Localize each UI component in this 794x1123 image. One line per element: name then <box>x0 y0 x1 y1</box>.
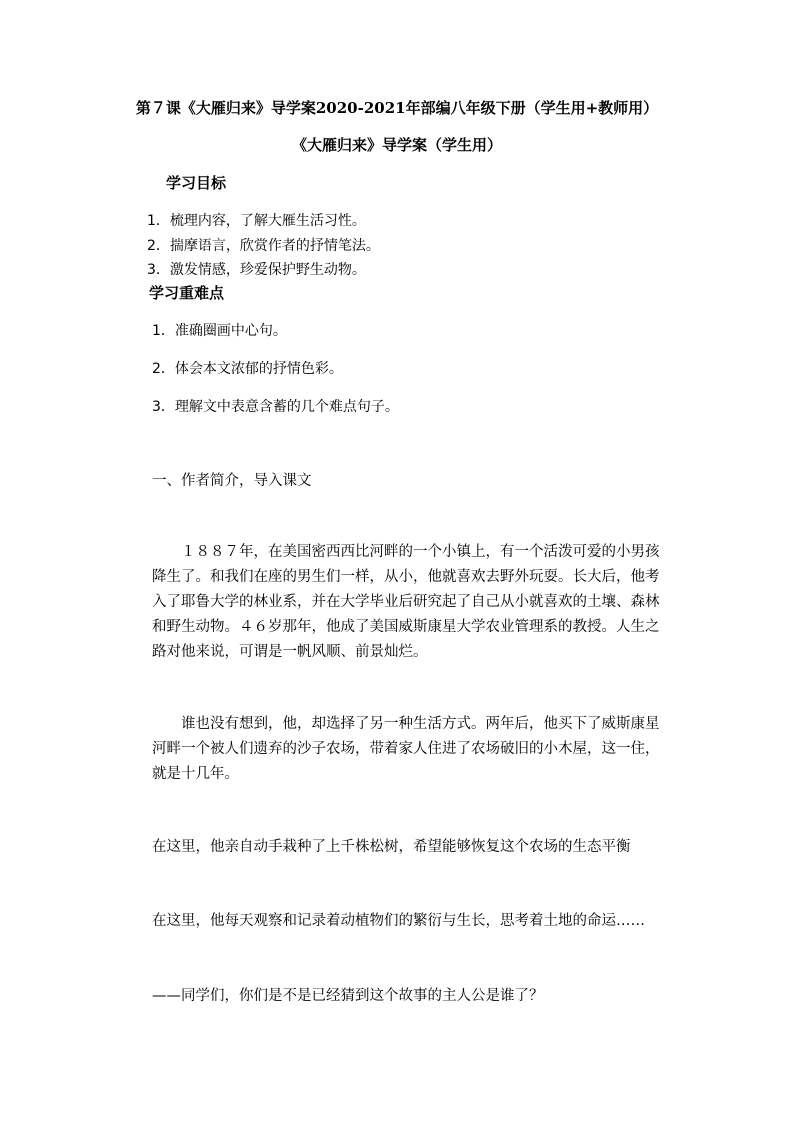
key-point-item-3: 3．理解文中表意含蓄的几个难点句子。 <box>152 399 399 415</box>
document-title: 第７课《大雁归来》导学案2020-2021年部编八年级下册（学生用+教师用） <box>135 99 659 117</box>
paragraph-planting: 在这里，他亲自动手栽种了上千株松树，希望能够恢复这个农场的生态平衡 <box>152 839 631 855</box>
key-point-item-2: 2．体会本文浓郁的抒情色彩。 <box>152 361 343 377</box>
key-points-heading: 学习重难点 <box>149 284 225 302</box>
goal-item-3: 3．激发情感，珍爱保护野生动物。 <box>147 262 366 278</box>
paragraph-observing: 在这里，他每天观察和记录着动植物们的繁衍与生长，思考着土地的命运…… <box>152 913 645 929</box>
key-point-item-1: 1．准确圈画中心句。 <box>152 323 287 339</box>
goal-item-1: 1．梳理内容，了解大雁生活习性。 <box>147 213 366 229</box>
section-heading: 一、作者简介，导入课文 <box>152 473 312 489</box>
paragraph-life-change: 谁也没有想到，他，却选择了另一种生活方式。两年后，他买下了威斯康星河畔一个被人们遗弃的沙子农场，带着家人住进了农场破旧的小木屋，这一住，就是十几年。 <box>152 716 660 782</box>
paragraph-question: ——同学们，你们是不是已经猜到这个故事的主人公是谁了？ <box>152 988 544 1004</box>
paragraph-author-intro: １８８７年，在美国密西西比河畔的一个小镇上，有一个活泼可爱的小男孩降生了。和我们在座的男生们一样，从小，他就喜欢去野外玩耍。长大后，他考入了耶鲁大学的林业系，并在大学毕业后研究起了自己从小就喜欢的土壤、森林和野生动物。４６岁那年，他成了美国威斯康星大学农业管理系的教授。人生之路对他来说，可谓是一帆风顺、前景灿烂。 <box>152 544 660 660</box>
learning-goals-heading: 学习目标 <box>166 174 227 192</box>
goal-item-2: 2．揣摩语言，欣赏作者的抒情笔法。 <box>147 238 380 254</box>
document-subtitle: 《大雁归来》导学案（学生用） <box>291 136 502 154</box>
